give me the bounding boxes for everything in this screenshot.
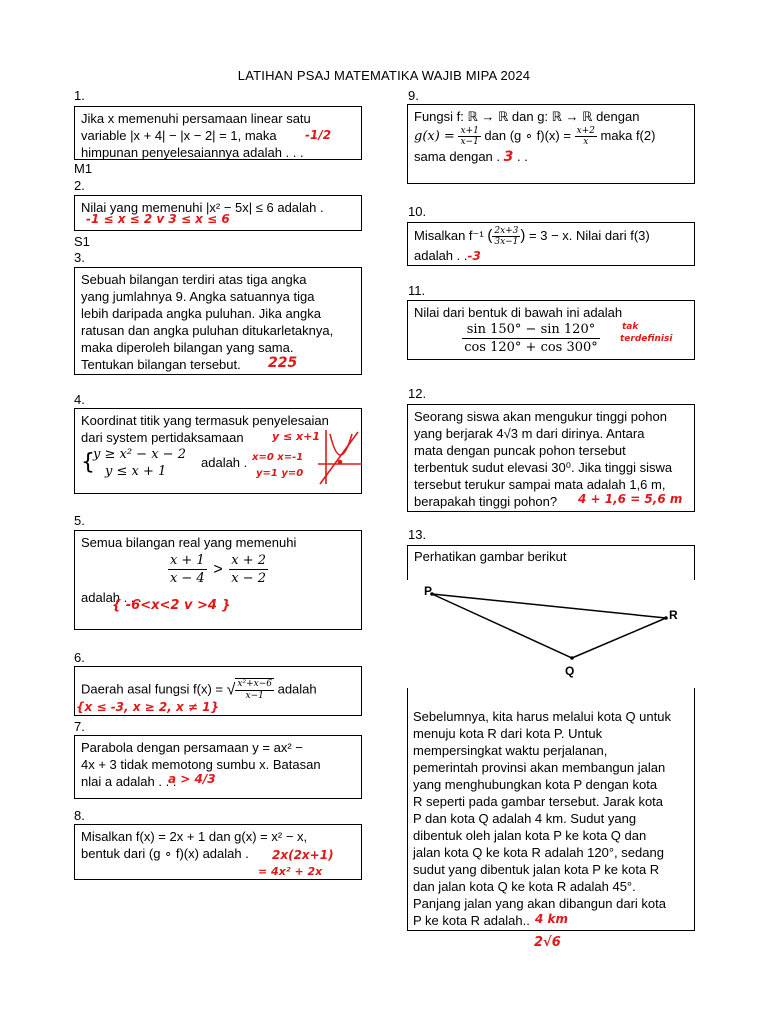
q11-fraction: [462, 321, 600, 356]
q12-line: yang berjarak 4√3 m dari dirinya. Antara: [414, 426, 645, 441]
sqrt-icon: √: [226, 681, 236, 699]
question-10-box: [407, 222, 695, 266]
q12-handwritten-answer: 4 + 1,6 = 5,6 m: [578, 492, 683, 506]
q1-line: Jika x memenuhi persamaan linear satu: [81, 111, 311, 126]
question-number: 11.: [408, 283, 426, 298]
q3-line: Tentukan bilangan tersebut.: [81, 357, 241, 372]
q13-line: yang menghubungkan kota P dengan kota: [413, 777, 658, 792]
q13-line: dan jalan kota Q ke kota R adalah 45°.: [413, 879, 636, 894]
q6-text: Daerah asal fungsi f(x) =: [81, 681, 223, 697]
q13-line: pemerintah provinsi akan membangun jalan: [413, 760, 666, 775]
q8-handwritten-answer: 2x(2x+1): [272, 848, 334, 862]
q2-line: Nilai yang memenuhi |x² − 5x| ≤ 6 adalah .: [81, 200, 324, 215]
q4-handwritten-answer: y ≤ x+1: [272, 430, 321, 443]
q13-handwritten-answer: 4 km: [535, 912, 569, 926]
question-number: 13.: [408, 527, 427, 542]
fraction-numerator: 2x+3: [494, 226, 519, 237]
q11-handwritten-answer: tak: [622, 322, 639, 332]
label-s1: S1: [74, 234, 90, 249]
q12-line: mata dengan puncak pohon tersebut: [414, 443, 626, 458]
q9-line: [414, 148, 688, 166]
fraction-denominator: x: [583, 137, 589, 148]
q13-line: R seperti pada gambar tersebut. Jarak kota: [413, 794, 664, 809]
q11-line: Nilai dari bentuk di bawah ini adalah: [414, 305, 623, 320]
q13-triangle-figure: [406, 580, 696, 688]
q10-pre: Misalkan f⁻¹: [414, 228, 484, 243]
question-number: 12.: [408, 386, 427, 401]
q13-line: P ke kota R adalah..: [413, 913, 530, 928]
q13-header: Perhatikan gambar berikut: [414, 549, 567, 564]
q10-handwritten-answer: -3: [467, 249, 481, 264]
q10-fraction: [492, 226, 520, 247]
q4-handwritten-sketch: [318, 428, 364, 486]
q12-line: Seorang siswa akan mengukur tinggi pohon: [414, 409, 667, 424]
fraction-denominator: x − 2: [231, 571, 267, 586]
question-11-box: [407, 300, 695, 360]
question-number: 7.: [74, 719, 85, 734]
question-number: 2.: [74, 178, 85, 193]
q6-line: [81, 678, 355, 702]
q5-tail: adalah . . .: [81, 590, 142, 605]
q13-line: jalan kota Q ke kota R adalah 120°, sedang: [413, 845, 664, 860]
q9-line: Fungsi f: ℝ → ℝ dan g: ℝ → ℝ dengan: [414, 109, 640, 124]
question-7-box: [74, 735, 362, 799]
question-number: 4.: [74, 392, 85, 407]
sketch-graph-icon: [318, 430, 362, 484]
q5-handwritten-answer: { -6<x<2 v >4 }: [112, 598, 231, 613]
fraction-denominator: x−1: [460, 137, 479, 148]
question-number: 9.: [408, 88, 419, 103]
q10-post: = 3 − x. Nilai dari f(3): [529, 228, 650, 243]
label-r: R: [669, 608, 678, 622]
q3-handwritten-answer: 225: [268, 355, 298, 371]
q8-line: bentuk dari (g ∘ f)(x) adalah .: [81, 846, 249, 861]
q5-inequality: [81, 552, 355, 587]
q13-text: [413, 708, 689, 929]
question-number: 1.: [74, 88, 85, 103]
q5-gt: >: [213, 561, 223, 578]
q6-tail: adalah: [277, 681, 317, 697]
point-q: [570, 656, 574, 660]
q4-handwritten-answer: x=0 x=-1: [252, 452, 304, 463]
fraction-denominator: x−1: [245, 691, 264, 701]
question-number: 3.: [74, 250, 85, 265]
q10-line: [414, 226, 688, 247]
question-number: 6.: [74, 650, 85, 665]
q6-root-fraction: [235, 678, 274, 702]
q4-line: dari system pertidaksamaan: [81, 430, 244, 445]
q8-handwritten-answer: = 4x² + 2x: [258, 865, 323, 878]
q3-line: lebih daripada angka puluhan. Jika angka: [81, 306, 321, 321]
q7-handwritten-answer: a > 4/3: [168, 772, 216, 786]
label-m1: M1: [74, 161, 93, 176]
q13-line: dibentuk oleh jalan kota P ke kota Q dan: [413, 828, 647, 843]
q6-handwritten-answer: {x ≤ -3, x ≥ 2, x ≠ 1}: [76, 700, 220, 714]
q9-mid: dan (g ∘ f)(x) =: [484, 128, 571, 143]
q13-handwritten-answer: 2√6: [534, 935, 561, 950]
q9-handwritten-answer: 3: [503, 149, 514, 165]
q12-line: tersebut terukur sampai mata adalah 1,6 m,: [414, 477, 666, 492]
question-9-box: [407, 104, 695, 184]
fraction-numerator: x²+x−6: [237, 679, 272, 689]
q9-line: [414, 125, 688, 148]
fraction-numerator: x+1: [460, 126, 479, 137]
q10-line: [414, 247, 688, 265]
question-number: 5.: [74, 513, 85, 528]
q1-line: variable |x + 4| − |x − 2| = 1, maka: [81, 128, 277, 143]
q3-line: ratusan dan angka puluhan ditukarletaknya,: [81, 323, 334, 338]
q2-handwritten-answer: -1 ≤ x ≤ 2 v 3 ≤ x ≤ 6: [86, 212, 230, 226]
question-3-box: [74, 267, 362, 375]
q1-handwritten-answer: -1/2: [305, 128, 332, 142]
q4-handwritten-answer: y=1 y=0: [256, 468, 304, 479]
fraction-denominator: cos 120° + cos 300°: [464, 340, 598, 355]
q11-handwritten-answer: terdefinisi: [620, 334, 673, 344]
q13-line: P dan kota Q adalah 4 km. Sudut yang: [413, 811, 637, 826]
fraction-numerator: x + 1: [169, 553, 205, 568]
q12-line: berapakah tinggi pohon?: [414, 494, 558, 509]
q4-tail: adalah .: [201, 455, 248, 470]
q10-text: adalah . .: [414, 248, 468, 264]
q7-line: 4x + 3 tidak memotong sumbu x. Batasan: [81, 757, 321, 772]
q9-text: sama dengan .: [414, 149, 501, 164]
fraction-denominator: x − 4: [169, 571, 205, 586]
paren-open-icon: (: [487, 227, 493, 244]
q9-h-fraction: [575, 126, 597, 147]
q7-line: nlai a adalah . . .: [81, 774, 177, 789]
q9-tail: maka f(2): [600, 128, 656, 143]
point-r: [664, 616, 668, 620]
page-title: LATIHAN PSAJ MATEMATIKA WAJIB MIPA 2024: [237, 68, 531, 83]
q3-line: Sebuah bilangan terdiri atas tiga angka: [81, 272, 307, 287]
q5-fraction-right: [229, 552, 268, 587]
q9-g-lhs: g(x) =: [414, 129, 455, 144]
q4-inequality-2: y ≤ x + 1: [105, 464, 167, 479]
q9-dots: . .: [517, 149, 528, 164]
question-number: 10.: [408, 204, 427, 219]
question-number: 8.: [74, 808, 85, 823]
label-q: Q: [565, 664, 575, 678]
q13-line: Sebelumnya, kita harus melalui kota Q untuk: [413, 709, 671, 724]
question-5-box: [74, 530, 362, 630]
fraction-numerator: x+2: [576, 126, 595, 137]
q13-line: sudut yang dibentuk jalan kota P ke kota R: [413, 862, 660, 877]
q13-line: mempersingkat waktu perjalanan,: [413, 743, 608, 758]
q4-system: [81, 446, 355, 482]
label-p: P: [424, 584, 433, 598]
q8-line: Misalkan f(x) = 2x + 1 dan g(x) = x² − x,: [81, 829, 308, 844]
triangle-pqr: [432, 594, 666, 658]
q13-line: Panjang jalan yang akan dibangun dari kota: [413, 896, 666, 911]
fraction-denominator: 3x−1: [494, 237, 519, 248]
q9-g-fraction: [458, 126, 480, 147]
q1-line: himpunan penyelesaiannya adalah . . .: [81, 145, 304, 160]
fraction-numerator: sin 150° − sin 120°: [462, 321, 600, 339]
q7-line: Parabola dengan persamaan y = ax² −: [81, 740, 303, 755]
fraction-numerator: x + 2: [231, 553, 267, 568]
q13-line: menuju kota R dari kota P. Untuk: [413, 726, 603, 741]
q4-inequality-1: y ≥ x² − x − 2: [93, 447, 186, 462]
paren-close-icon: ): [520, 227, 526, 244]
q5-fraction-left: [168, 552, 207, 587]
q3-line: maka diperoleh bilangan yang sama.: [81, 340, 294, 355]
q5-line: Semua bilangan real yang memenuhi: [81, 535, 297, 550]
q12-line: terbentuk sudut elevasi 30⁰. Jika tinggi siswa: [414, 460, 673, 475]
q4-line: Koordinat titik yang termasuk penyelesaian: [81, 413, 329, 428]
q3-line: yang jumlahnya 9. Angka satuannya tiga: [81, 289, 315, 304]
brace-icon: {: [81, 450, 95, 475]
